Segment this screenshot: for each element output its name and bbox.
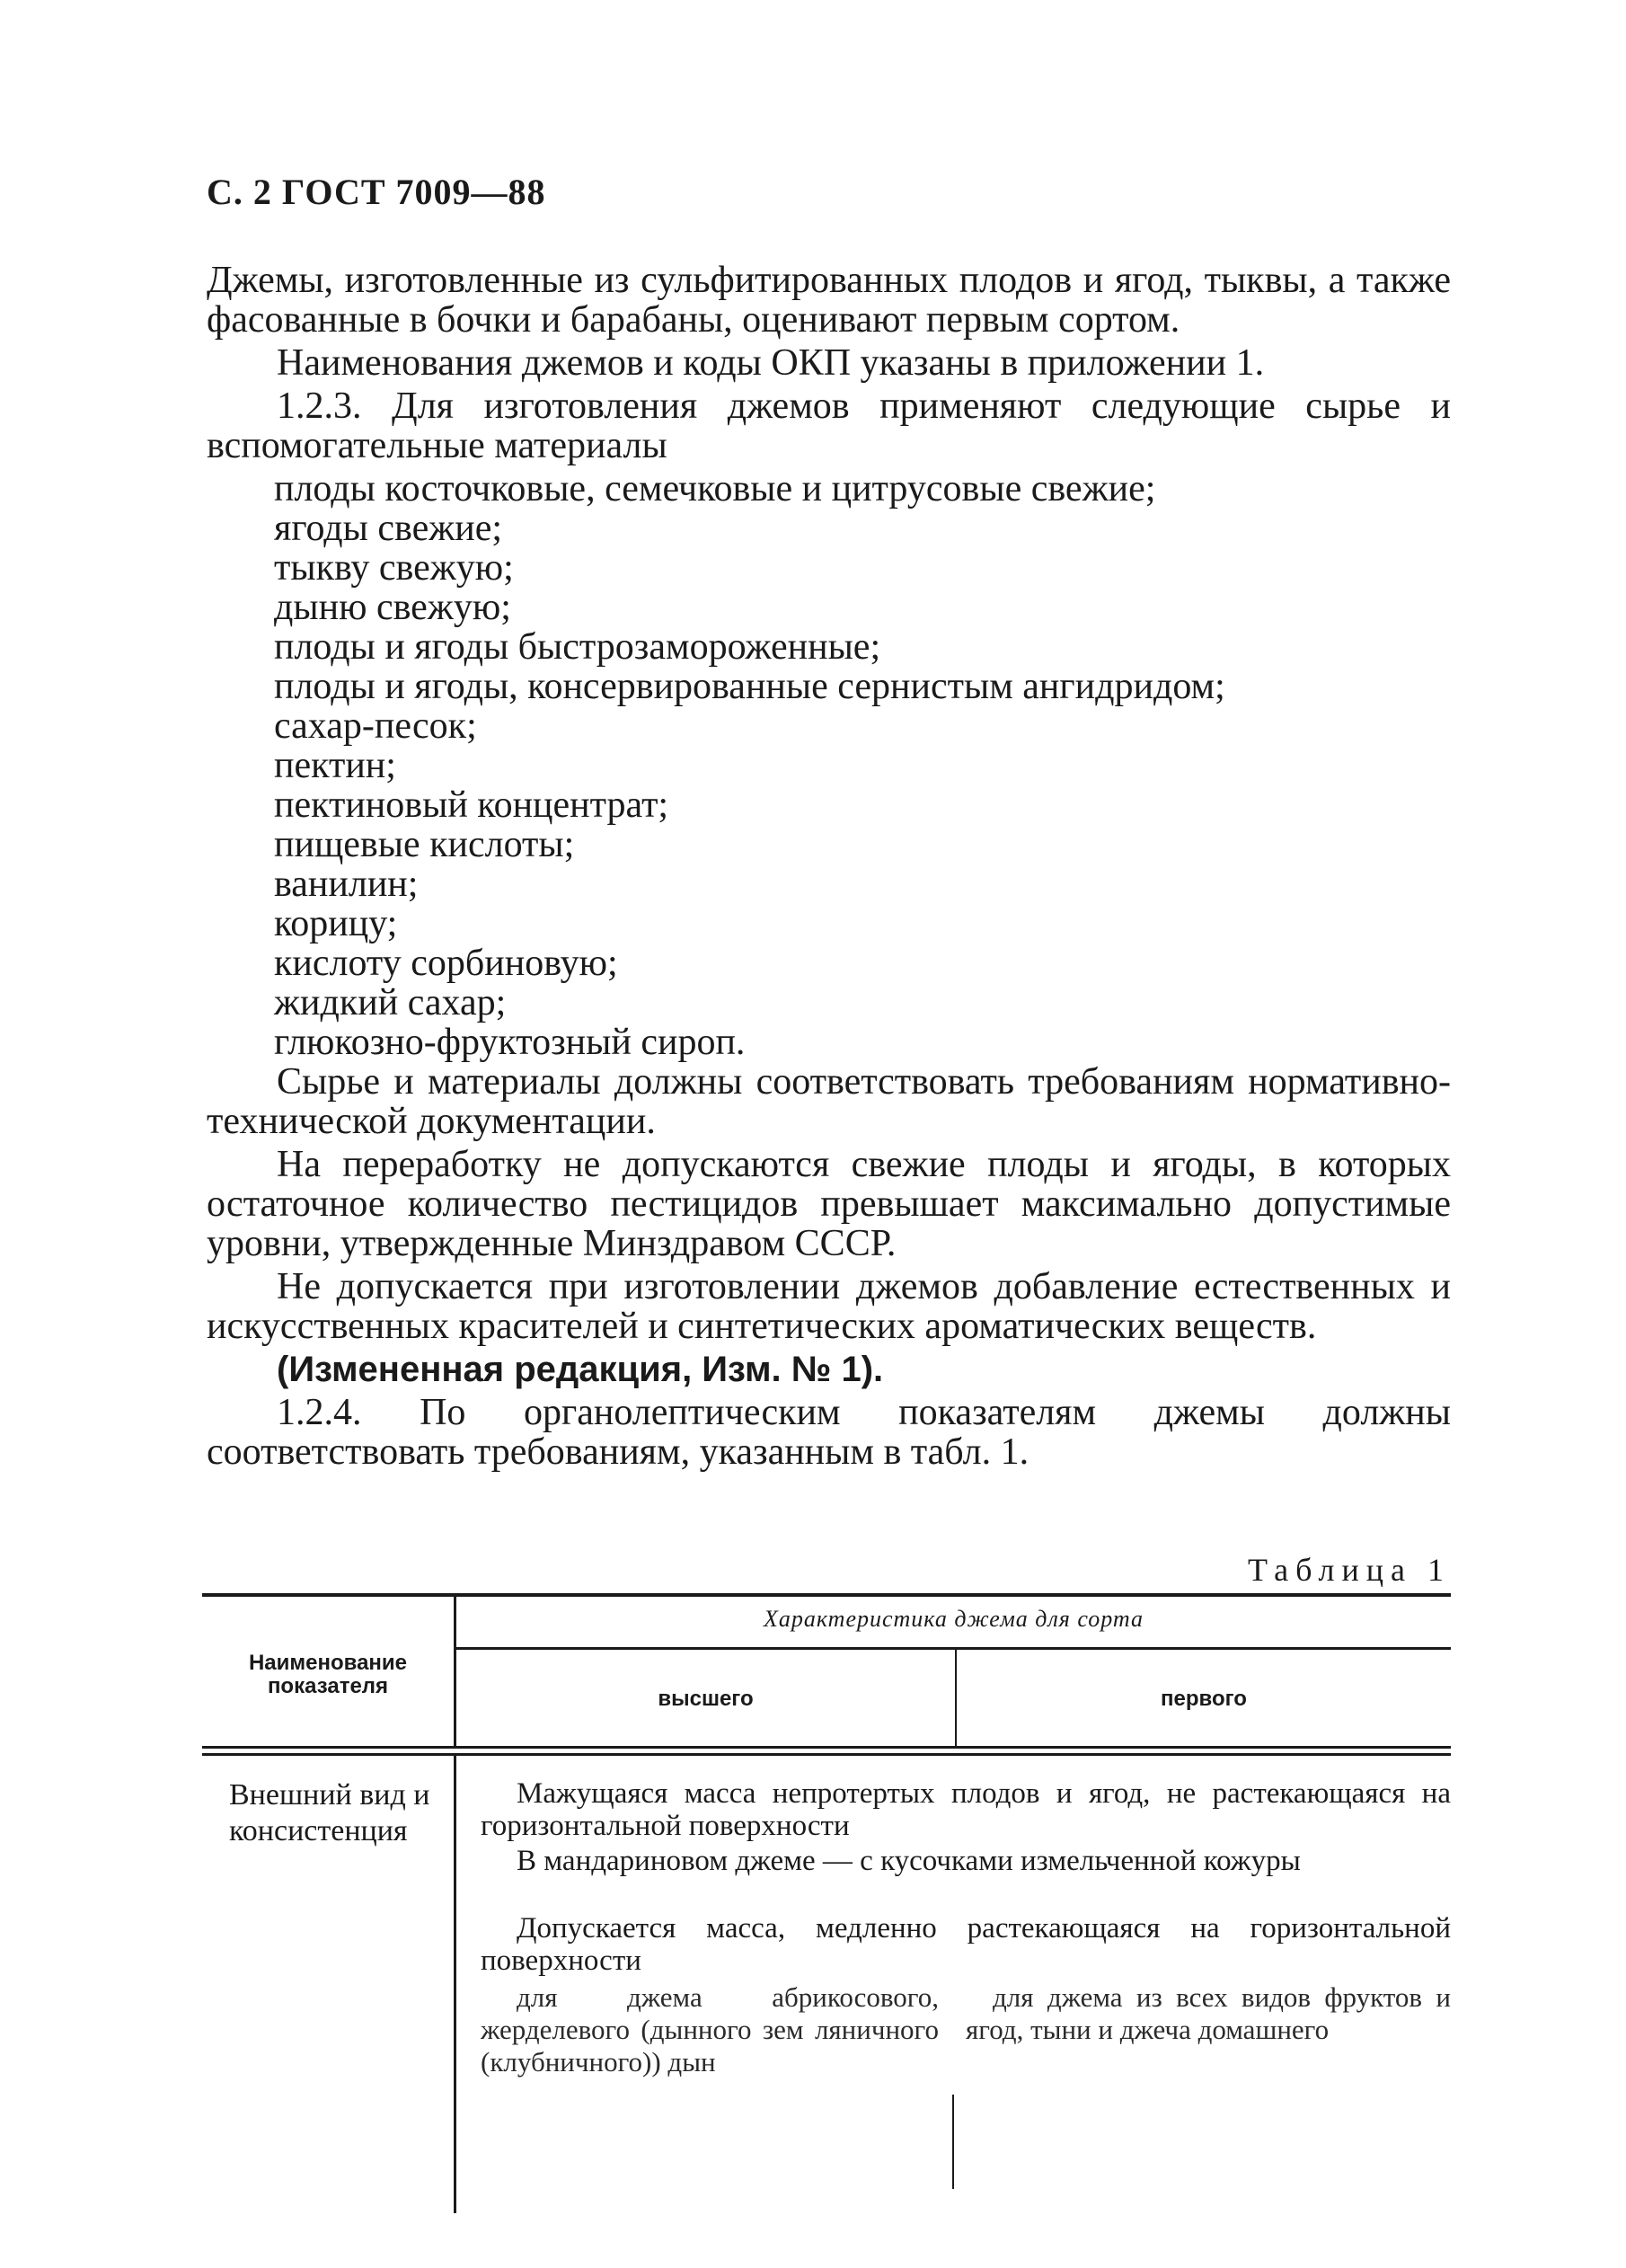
row-grade-first: для джема из всех видов фруктов и ягод, тыни и джеча домашнего	[966, 1981, 1451, 2045]
amendment-note: (Измененная редакция, Изм. № 1).	[277, 1350, 884, 1389]
paragraph-requirements: Сырье и материалы должны соответствовать требованиям нормативно-технической документации.	[207, 1061, 1451, 1142]
column-header-group: Характеристика джема для сорта	[763, 1606, 1144, 1632]
list-item: дыню свежую;	[274, 587, 511, 628]
materials-list	[207, 469, 1451, 1062]
paragraph-1-2-4: 1.2.4. По органолептическим показателям джемы должны соответствовать требованиям, указанным в табл. 1.	[207, 1392, 1451, 1473]
row-text-main: Мажущаяся масса непротертых плодов и ягод, не растекающаяся на горизонтальной поверхности	[481, 1777, 1451, 1842]
column-divider-grades-body	[952, 2095, 954, 2189]
column-divider-name-body	[454, 1756, 456, 2213]
table-organoleptic	[202, 1593, 1451, 2213]
row-name-appearance: Внешний вид и консистенция	[229, 1778, 430, 1847]
list-item: пектиновый концентрат;	[274, 784, 669, 826]
list-item: пектин;	[274, 745, 396, 786]
list-item: плоды косточковые, семечковые и цитрусовые свежие;	[274, 468, 1156, 509]
list-item: плоды и ягоды быстрозамороженные;	[274, 626, 881, 668]
list-item: жидкий сахар;	[274, 982, 507, 1023]
list-item: корицу;	[274, 903, 398, 944]
column-header-indicator: Наименование показателя	[248, 1651, 408, 1698]
column-header-premium: высшего	[658, 1687, 754, 1711]
list-item: плоды и ягоды, консервированные сернистым ангидридом;	[274, 666, 1225, 707]
row-text-allowed: Допускается масса, медленно растекающаяся на горизонтальной поверхности	[481, 1912, 1451, 1977]
column-header-first: первого	[1161, 1687, 1247, 1711]
paragraph-pesticides: На переработку не допускаются свежие плоды и ягоды, в которых остаточное количество пестицидов превышает максимально допустимые уровни, утвержденные Минздравом СССР.	[207, 1144, 1451, 1264]
document-body	[207, 261, 1451, 1475]
table-caption: Таблица 1	[1248, 1552, 1451, 1588]
paragraph-okp-codes: Наименования джемов и коды ОКП указаны в приложении 1.	[277, 342, 1265, 384]
paragraph-sulfited: Джемы, изготовленные из сульфитированных плодов и ягод, тыквы, а также фасованные в бочки и барабаны, оценивают первым сортом.	[207, 260, 1451, 341]
list-item: сахар-песок;	[274, 705, 477, 747]
paragraph-dyes: Не допускается при изготовлении джемов добавление естественных и искусственных красителей и синтетических ароматических веществ.	[207, 1266, 1451, 1347]
group-header-rule	[454, 1647, 1451, 1650]
page-header: С. 2 ГОСТ 7009—88	[207, 172, 546, 212]
list-item: ягоды свежие;	[274, 508, 503, 549]
list-item: глюкозно-фруктозный сироп.	[274, 1022, 746, 1063]
list-item: кислоту сорбиновую;	[274, 943, 618, 984]
list-item: ванилин;	[274, 864, 419, 905]
table-top-rule	[202, 1593, 1451, 1597]
list-item: пищевые кислоты;	[274, 824, 575, 865]
header-bottom-rule-1	[202, 1746, 1451, 1749]
header-bottom-rule-2	[202, 1753, 1451, 1756]
row-grade-premium: для джема абрикосового, жерделевого (дынного зем ляничного (клубничного)) дын	[481, 1981, 939, 2078]
paragraph-1-2-3: 1.2.3. Для изготовления джемов применяют следующие сырье и вспомогательные материалы	[207, 385, 1451, 466]
list-item: тыкву свежую;	[274, 547, 514, 589]
row-text-mandarin: В мандариновом джеме — с кусочками измельченной кожуры	[517, 1845, 1301, 1877]
